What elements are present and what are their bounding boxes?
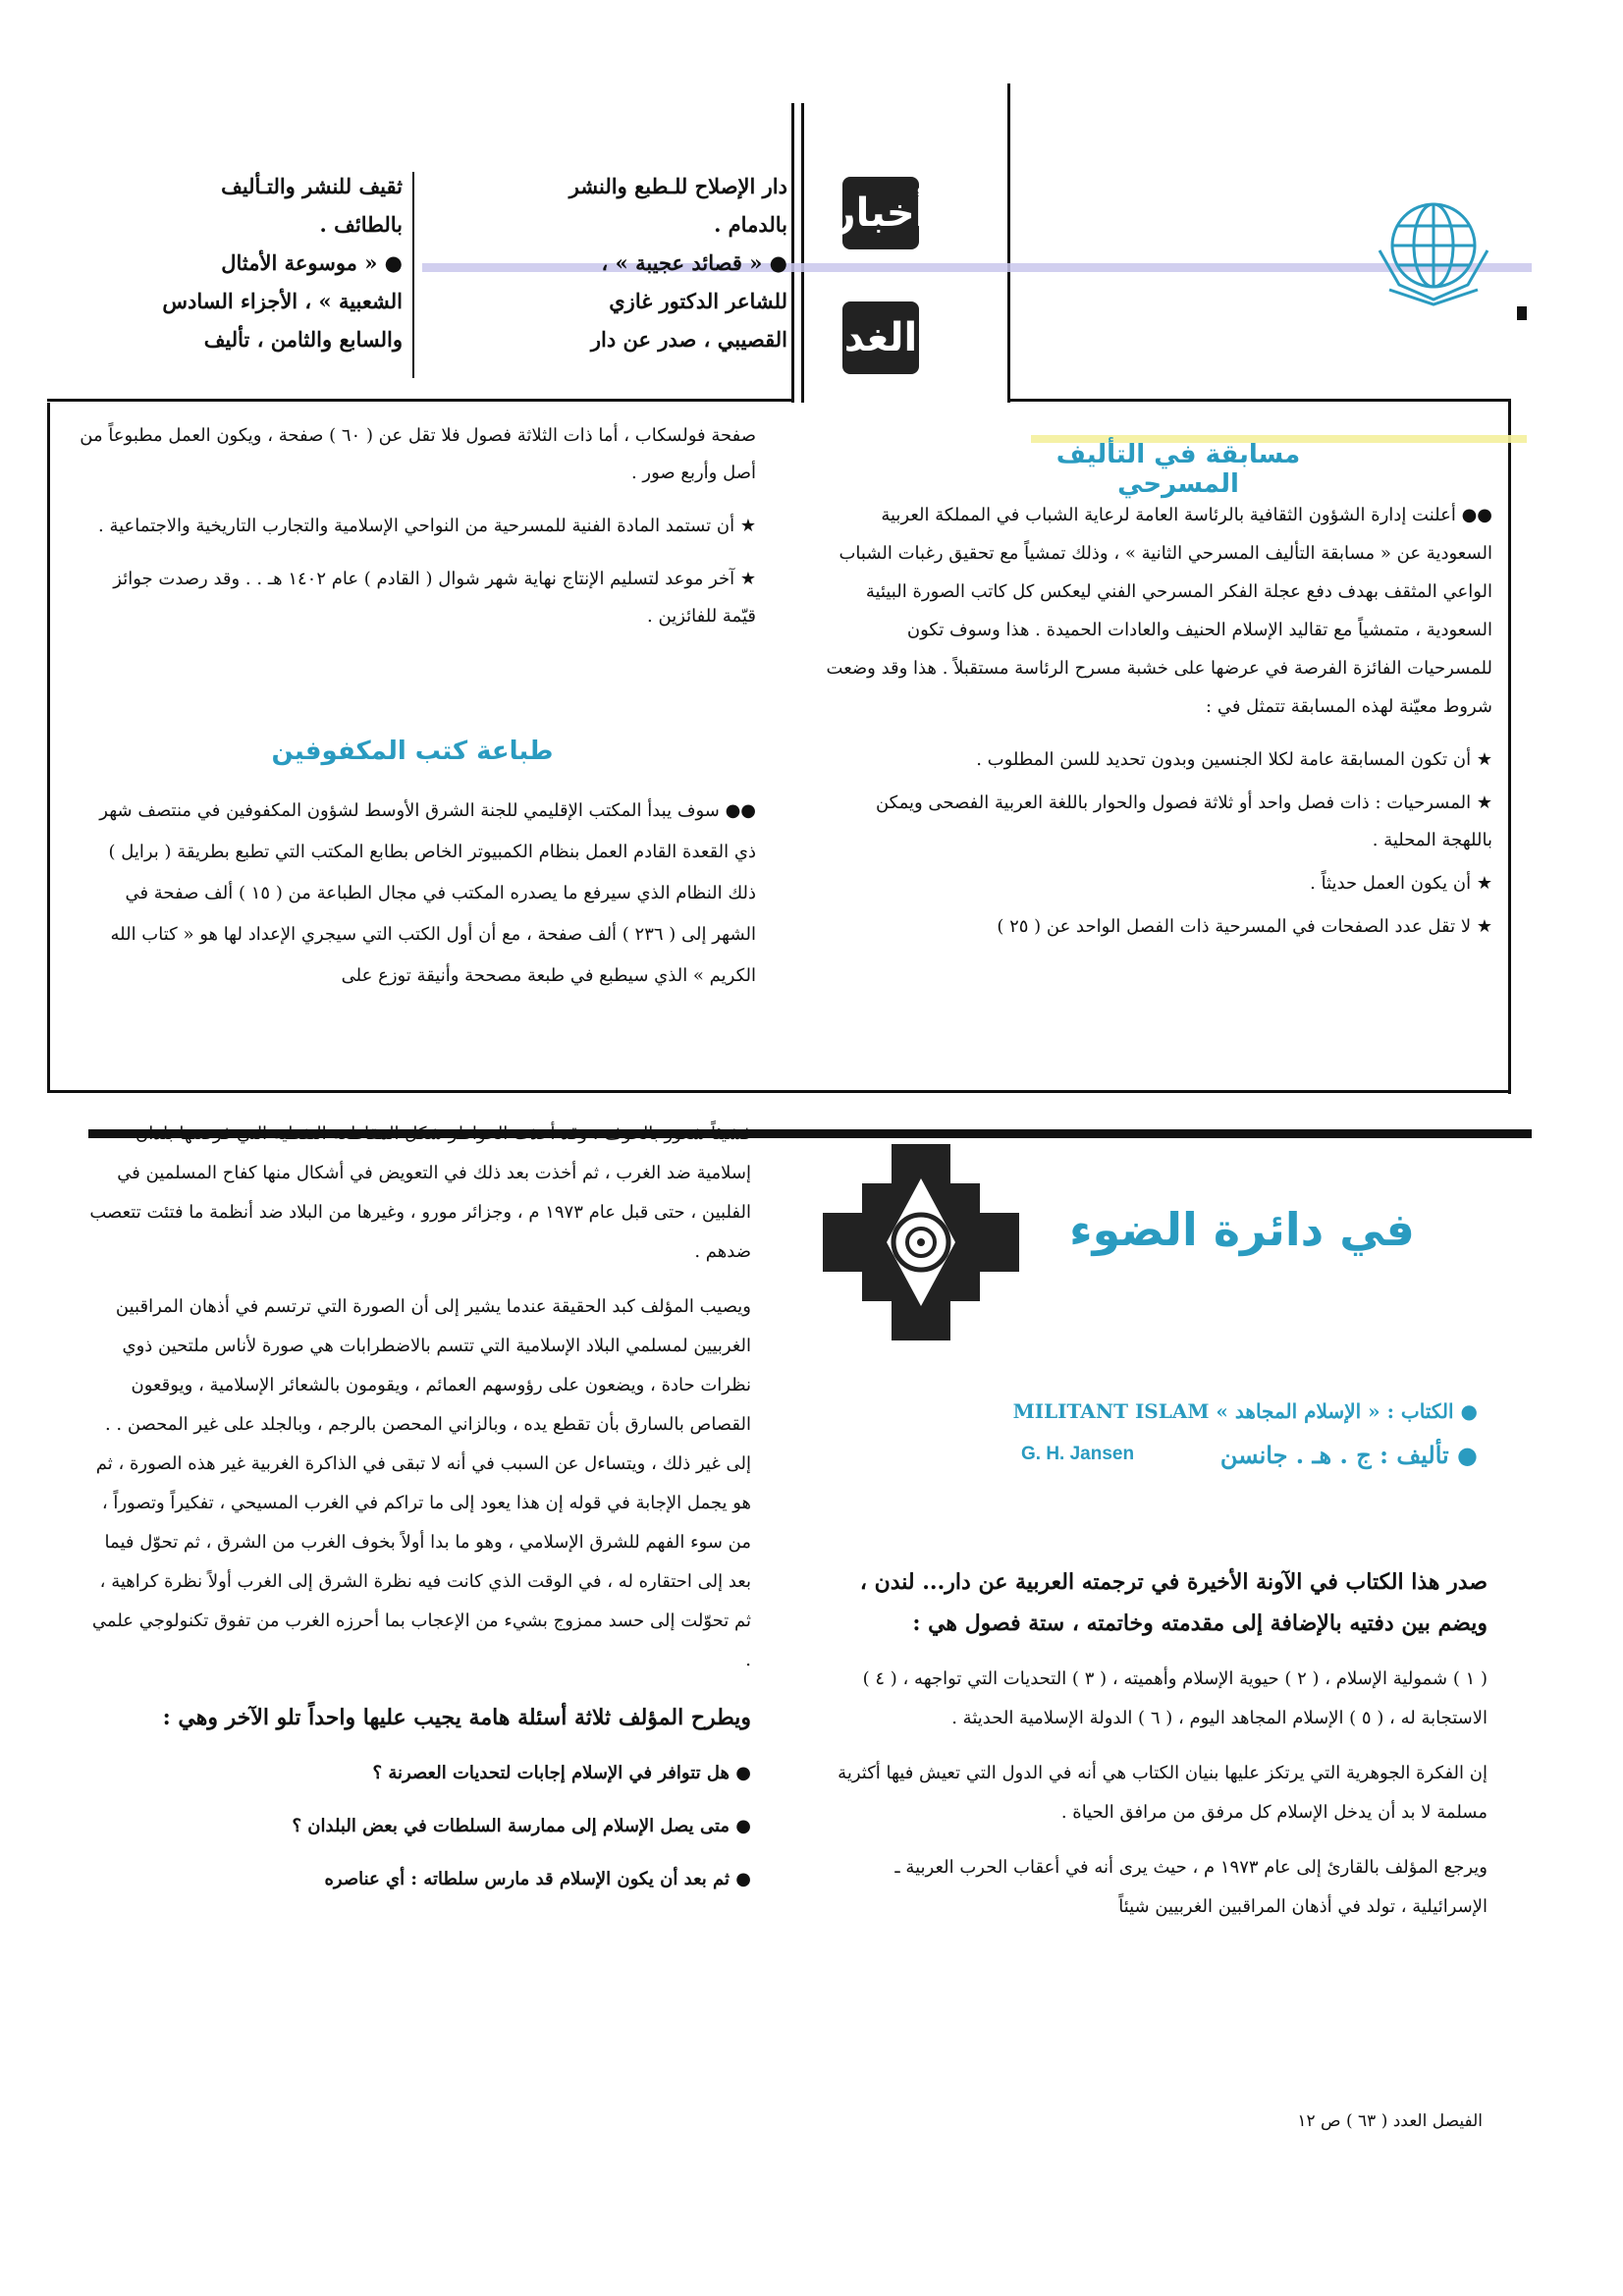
spotlight-intro: صدر هذا الكتاب في الآونة الأخيرة في ترجمته العربية عن دار... لندن ، ويضم بين دفتيه بالإضافة إلى مقدمته وخاتمته ، ستة فصول هي : [859,1569,1488,1636]
left-para-1: فشيئاً شعور بالخوف ، وقد أخذت الخواطر شكل المقاطعة النفطية التي فرضتها بلدان إسلامية ضد الغرب ، ثم أخذت بعد ذلك في التعويض في أشكال منها كفاح المسلمين في الفلبين ، حتى قبل عام ١٩٧٣ م ، وجزائر مورو ، وغيرها من البلاد ضد أنظمة ما فتئت تتعصب ضدهم . [89,1123,751,1262]
mini-line: ● « موسوعة الأمثال [221,250,403,275]
left-para-3: ويطرح المؤلف ثلاثة أسئلة هامة يجيب عليها واحداً تلو الآخر وهي : [162,1705,751,1730]
question-item: ● متى يصل الإسلام إلى ممارسة السلطات في بعض البلدان ؟ [292,1816,751,1836]
question-item: ● ثم بعد أن يكون الإسلام قد مارس سلطاته : أي عناصره [324,1869,751,1889]
question-item: ● هل تتوافر في الإسلام إجابات لتحديات العصرنة ؟ [372,1763,751,1783]
mini-line: بالطائف . [319,212,403,237]
blind-books-title: طباعة كتب المكفوفين [271,737,554,766]
left-para-2: ويصيب المؤلف كبد الحقيقة عندما يشير إلى أن الصورة التي ترتسم في أذهان المراقبين الغربيين لمسلمي البلاد الإسلامية التي تتسم بالاضطرابات هي صورة لأناس ملتحين ذوي نظرات حادة ، ويضعون على رؤوسهم العمائم ، ويقومون بالشعائر الإسلامية ، ويوقعون القصاص بالسارق بأن تقطع يده ، وبالزاني المحصن بالرجم ، وبالجلد على غير المحصن . . إلى غير ذلك ، ويتساءل عن السبب في أنه لا تبقى في الذاكرة الغربية غير هذه الصورة ، ثم هو يجمل الإجابة في قوله إن هذا يعود إلى ما تراكم في الغرب المسيحي ، تفكيراً وتصوراً ، من سوء الفهم للشرق الإسلامي ، وهو ما بدا أولاً بخوف الغرب من الشرق ، ثم تحوّل فيما بعد إلى احتقاره له ، في الوقت الذي كانت فيه نظرة الشرق إلى الغرب أولاً نظرة كراهية ، ثم تحوّلت إلى حسد ممزوج بشيء من الإعجاب بما أحرزه الغرب من تفوق تكنولوجي علمي . [91,1296,751,1670]
spotlight-body [815,1561,1488,1942]
spotlight-idea: إن الفكرة الجوهرية التي يرتكز عليها بنيان الكتاب هي أنه في الدول التي تعيش فيها أكثرية مسلمة لا بد أن يدخل الإسلام كل مرفق من مرافق الحياة . [838,1763,1488,1823]
frame-line [1007,399,1508,402]
condition-item: ★ لا تقل عدد الصفحات في المسرحية ذات الفصل الواحد عن ( ٢٥ ) [997,916,1492,937]
spotlight-banner-title: في دائرة الضوء [1069,1203,1415,1256]
mini-line: القصيبي ، صدر عن دار [590,327,787,352]
condition-item: ★ أن يكون العمل حديثاً . [1310,873,1492,894]
condition-item: ★ أن تكون المسابقة عامة لكلا الجنسين وبدون تحديد للسن المطلوب . [976,749,1492,770]
frame-line [801,103,804,403]
spotlight-history: ويرجع المؤلف بالقارئ إلى عام ١٩٧٣ م ، حيث يرى أنه في أعقاب الحرب العربية ـ الإسرائيلية ، تولد في أذهان المراقبين الغربيين شيئاً [894,1857,1488,1917]
condition-item: ★ آخر موعد لتسليم الإنتاج نهاية شهر شوال ( القادم ) عام ١٤٠٢ هـ . . وقد رصدت جوائز قيّمة للفائزين . [113,569,756,627]
mini-line: للشاعر الدكتور غازي [609,289,787,313]
competition-continued-text: صفحة فولسكاب ، أما ذات الثلاثة فصول فلا تقل عن ( ٦٠ ) صفحة ، ويكون العمل مطبوعاً من أصل وأربع صور . [80,425,756,483]
mini-line: ثقيف للنشر والتـأليف [221,174,403,198]
spotlight-chapters: ( ١ ) شمولية الإسلام ، ( ٢ ) حيوية الإسلام وأهميته ، ( ٣ ) التحديات التي تواجهه ، ( ٤ ) الاستجابة له ، ( ٥ ) الإسلام المجاهد اليوم ، ( ٦ ) الدولة الإسلامية الحديثة . [862,1668,1488,1728]
frame-line [47,1090,1510,1093]
frame-line [1007,83,1010,403]
book-line: ● الكتاب : « الإسلام المجاهد » MILITANT ISLAM [1012,1399,1478,1423]
frame-line [791,103,794,403]
logo-alghad: الغد [842,301,919,374]
mini-line: والسابع والثامن ، تأليف [203,327,403,352]
page-footer: الفيصل العدد ( ٦٣ ) ص ١٢ [1297,2111,1483,2131]
left-lower-column [83,1115,751,1914]
condition-item: ★ المسرحيات : ذات فصل واحد أو ثلاثة فصول والحوار باللغة العربية الفصحى ويمكن باللهجة المحلية . [875,793,1492,850]
globe-icon [1370,191,1497,309]
frame-line [47,399,793,402]
competition-continued [79,417,756,651]
frame-line [412,172,414,378]
top-right-mini-column [424,167,787,358]
top-left-mini-column [103,167,403,358]
mini-line: بالدمام . [714,212,787,237]
mini-line: الشعبية » ، الأجزاء السادس [162,289,403,313]
mini-line: ● « قصائد عجيبة » ، [601,250,787,275]
blind-books-body [79,791,756,1012]
competition-intro: ●● أعلنت إدارة الشؤون الثقافية بالرئاسة العامة لرعاية الشباب في المملكة العربية السعودية عن « مسابقة التأليف المسرحي الثانية » ، وذلك تمشياً مع تحقيق رغبات الشباب الواعي المثقف بهدف دفع عجلة الفكر المسرحي الفني ليعكس كل كاتب الصورة البيئية السعودية ، متمشياً مع تقاليد الإسلام الحنيف والعادات الحميدة . هذا وسوف تكون للمسرحيات الفائزة الفرصة في عرضها على خشبة مسرح الرئاسة مستقبلاً . هذا وقد وضعت شروط معيّنة لهذه المسابقة تتمثل في : [826,505,1492,717]
competition-body [825,496,1492,952]
author-line: ● تأليف : ج . هـ . جانسن [1219,1441,1478,1469]
mini-line: دار الإصلاح للـطبع والنشر [568,174,787,198]
spotlight-emblem [823,1144,1019,1340]
frame-line [47,403,50,1090]
author-latin: G. H. Jansen [1021,1444,1135,1464]
condition-item: ★ أن تستمد المادة الفنية للمسرحية من النواحي الإسلامية والتجارب التاريخية والاجتماعية . [98,516,756,536]
frame-line [1508,399,1511,1094]
logo-akhbar: أخبار [842,177,919,249]
blind-books-text: ●● سوف يبدأ المكتب الإقليمي للجنة الشرق الأوسط لشؤون المكفوفين في منتصف شهر ذي القعدة القادم العمل بنظام الكمبيوتر الخاص بطابع المكتب التي تطبع بطريقة ( برايل ) ذلك النظام الذي سيرفع ما يصدره المكتب في مجال الطباعة من ( ١٥ ) ألف صفحة في الشهر إلى ( ٢٣٦ ) ألف صفحة ، مع أن أول الكتب التي سيجري الإعداد لها هو « كتاب الله الكريم » الذي سيطبع في طبعة مصححة وأنيقة توزع على [99,800,756,986]
scan-artifact [1517,306,1527,320]
competition-title: مسابقة في التأليف المسرحي [1055,440,1301,499]
